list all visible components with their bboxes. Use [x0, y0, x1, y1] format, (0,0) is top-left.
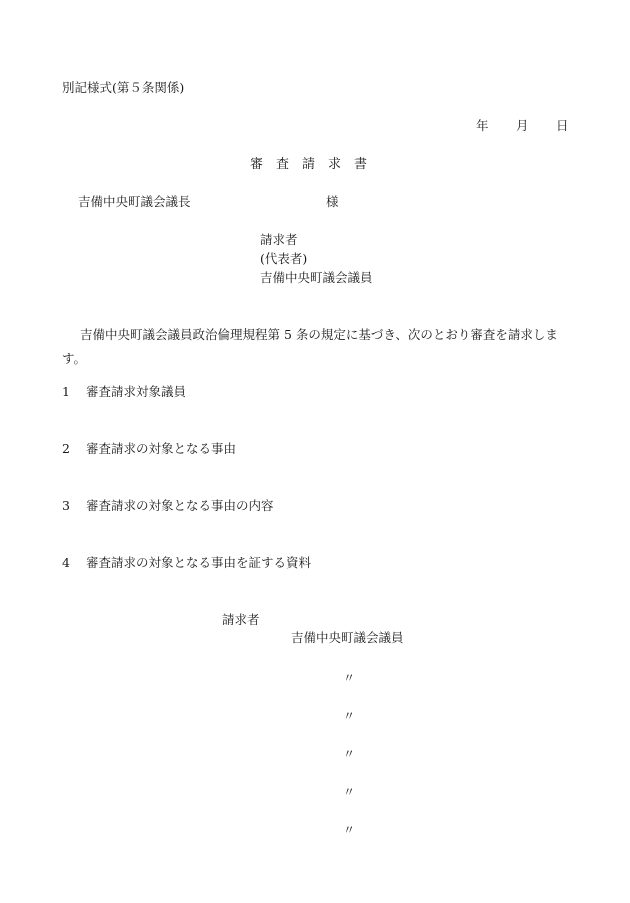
item-number: 3 [62, 498, 70, 513]
item-label: 審査請求対象議員 [85, 384, 186, 399]
date-year: 年 [476, 118, 489, 133]
date-day: 日 [556, 118, 569, 133]
date-month: 月 [516, 118, 529, 133]
list-item [62, 443, 236, 456]
item-number: 1 [62, 384, 70, 399]
requester-affiliation: 吉備中央町議会議員 [260, 270, 373, 285]
ditto-mark: 〃 [343, 709, 356, 723]
ditto-mark: 〃 [343, 823, 356, 837]
item-label: 審査請求の対象となる事由 [85, 441, 236, 456]
item-number: 2 [62, 441, 70, 456]
list-item [62, 386, 186, 399]
item-number: 4 [62, 555, 70, 570]
addressee-honorific: 様 [326, 194, 339, 209]
signers-label: 請求者 [222, 612, 260, 627]
ditto-mark: 〃 [343, 671, 356, 685]
ditto-mark: 〃 [343, 785, 356, 799]
ditto-mark: 〃 [343, 747, 356, 761]
requester-representative: (代表者) [260, 251, 308, 266]
list-item [62, 500, 273, 513]
form-label: 別記様式(第５条関係) [62, 80, 185, 95]
addressee-name: 吉備中央町議会議長 [78, 194, 191, 209]
item-label: 審査請求の対象となる事由を証する資料 [85, 555, 311, 570]
body-paragraph: 吉備中央町議会議員政治倫理規程第 5 条の規定に基づき、次のとおり審査を請求します。 [62, 327, 558, 366]
list-item [62, 557, 311, 570]
requester-label: 請求者 [260, 232, 298, 247]
date-line [476, 120, 569, 133]
document-title: 審 査 請 求 書 [250, 157, 368, 172]
item-label: 審査請求の対象となる事由の内容 [85, 498, 274, 513]
signers-affiliation: 吉備中央町議会議員 [291, 630, 404, 645]
